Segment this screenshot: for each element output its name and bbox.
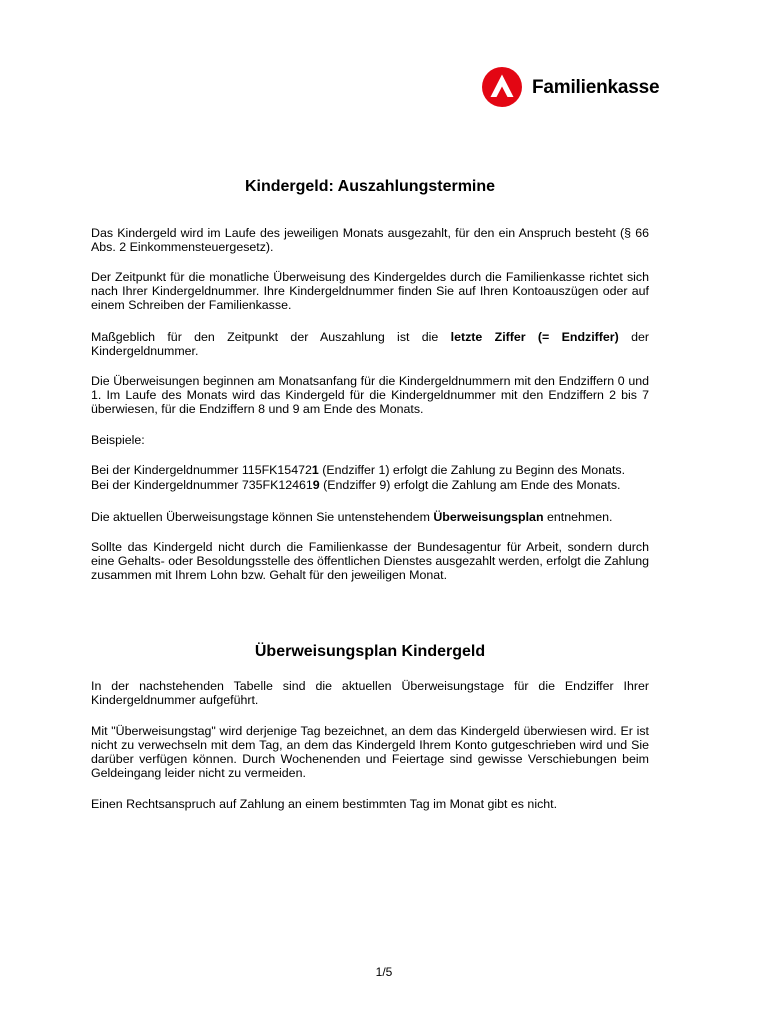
ba-logo-icon xyxy=(481,66,523,108)
example-1: Bei der Kindergeldnummer 115FK154721 (Endziffer 1) erfolgt die Zahlung zu Beginn des Monats. xyxy=(91,463,626,477)
paragraph-anspruch: Das Kindergeld wird im Laufe des jeweiligen Monats ausgezahlt, für den ein Anspruch besteht (§ 66 Abs. 2 Einkommensteuergesetz). xyxy=(91,226,649,254)
paragraph-ueberweisungen: Die Überweisungen beginnen am Monatsanfang für die Kindergeldnummern mit den Endziffern 0 und 1. Im Laufe des Monats wird das Kindergeld für die Kindergeldnummer mit den Endziffern 2 bis 7 überwiesen, für die Endziffern 8 und 9 am Ende des Monats. xyxy=(91,374,649,416)
paragraph-endziffer: Maßgeblich für den Zeitpunkt der Auszahlung ist die letzte Ziffer (= Endziffer) der Kindergeldnummer. xyxy=(91,330,649,358)
paragraph-zeitpunkt: Der Zeitpunkt für die monatliche Überweisung des Kindergeldes durch die Familienkasse richtet sich nach Ihrer Kindergeldnummer. Ihre Kindergeldnummer finden Sie auf Ihren Kontoauszügen oder auf einem Schreiben der Familienkasse. xyxy=(91,270,649,312)
endziffer-emphasis: letzte Ziffer (= Endziffer) xyxy=(450,330,619,344)
paragraph-rechtsanspruch: Einen Rechtsanspruch auf Zahlung an einem bestimmten Tag im Monat gibt es nicht. xyxy=(91,797,558,811)
paragraph-ueberweisungstag: Mit "Überweisungstag" wird derjenige Tag bezeichnet, an dem das Kindergeld überwiesen wird. Er ist nicht zu verwechseln mit dem Tag, an dem das Kindergeld Ihrem Konto gutgeschrieben wird und Sie darüber verfügen können. Durch Wochenenden und Feiertage sind gewisse Verschiebungen beim Geldeingang leider nicht zu vermeiden. xyxy=(91,724,649,780)
examples-label: Beispiele: xyxy=(91,433,145,447)
section-title-ueberweisungsplan: Überweisungsplan Kindergeld xyxy=(254,643,486,660)
paragraph-plan-reference: Die aktuellen Überweisungstage können Sie untenstehendem Überweisungsplan entnehmen. xyxy=(91,510,613,524)
paragraph-tabelle: In der nachstehenden Tabelle sind die aktuellen Überweisungstage für die Endziffer Ihrer Kindergeldnummer aufgeführt. xyxy=(91,679,649,707)
brand-header xyxy=(481,66,659,108)
brand-name: Familienkasse xyxy=(532,76,660,98)
page-number: 1/5 xyxy=(375,965,393,979)
example-2: Bei der Kindergeldnummer 735FK124619 (Endziffer 9) erfolgt die Zahlung am Ende des Monats. xyxy=(91,478,621,492)
section-title-auszahlungstermine: Kindergeld: Auszahlungstermine xyxy=(244,178,496,195)
paragraph-oeffentlicher-dienst: Sollte das Kindergeld nicht durch die Familienkasse der Bundesagentur für Arbeit, sondern durch eine Gehalts- oder Besoldungsstelle des öffentlichen Dienstes ausgezahlt werden, erfolgt die Zahlung zusammen mit Ihrem Lohn bzw. Gehalt für den jeweiligen Monat. xyxy=(91,540,649,582)
